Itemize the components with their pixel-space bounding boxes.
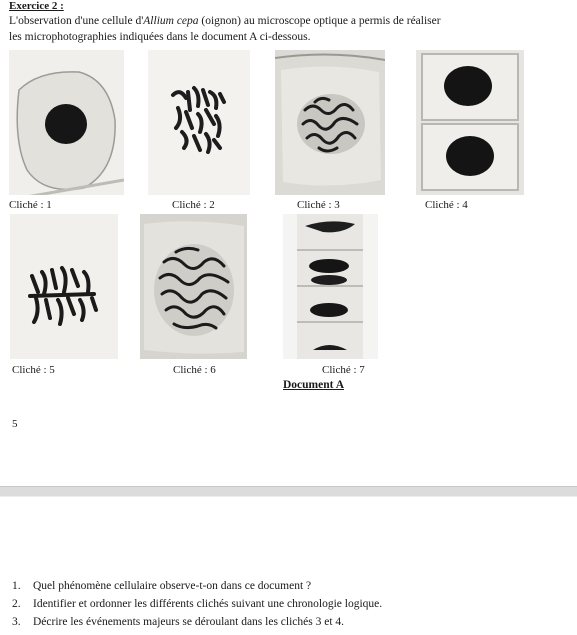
question-list bbox=[12, 577, 572, 631]
caption-1: Cliché : 1 bbox=[9, 199, 52, 211]
caption-2: Cliché : 2 bbox=[172, 199, 215, 211]
question-text: Quel phénomène cellulaire observe-t-on dans ce document ? bbox=[33, 580, 312, 592]
species-name: Allium cepa bbox=[143, 15, 199, 27]
question-item bbox=[12, 577, 572, 595]
question-item bbox=[12, 613, 572, 631]
photo-5 bbox=[10, 214, 118, 359]
interphase-cell-image bbox=[9, 50, 124, 195]
photo-1 bbox=[9, 50, 124, 195]
prophase-chromatin-image bbox=[140, 214, 247, 359]
photo-6 bbox=[140, 214, 247, 359]
telophase-two-nuclei-image bbox=[416, 50, 524, 195]
photo-2 bbox=[148, 50, 250, 195]
page-number: 5 bbox=[12, 418, 18, 430]
photo-4 bbox=[416, 50, 524, 195]
photo-3 bbox=[275, 50, 385, 195]
question-number: 3. bbox=[12, 616, 21, 628]
question-number: 1. bbox=[12, 580, 21, 592]
photo-7 bbox=[283, 214, 378, 359]
anaphase-chromosomes-image bbox=[10, 214, 118, 359]
page-divider bbox=[0, 486, 577, 497]
question-item bbox=[12, 595, 572, 613]
question-text: Décrire les événements majeurs se déroulant dans les clichés 3 et 4. bbox=[33, 616, 345, 628]
caption-7: Cliché : 7 bbox=[322, 364, 365, 376]
caption-5: Cliché : 5 bbox=[12, 364, 55, 376]
prophase-cell-image bbox=[275, 50, 385, 195]
question-number: 2. bbox=[12, 598, 21, 610]
telophase-cell-column-image bbox=[283, 214, 378, 359]
caption-6: Cliché : 6 bbox=[173, 364, 216, 376]
exercise-title: Exercice 2 : bbox=[9, 0, 64, 12]
question-text: Identifier et ordonner les différents clichés suivant une chronologie logique. bbox=[33, 598, 383, 610]
intro-text bbox=[9, 13, 569, 45]
document-label: Document A bbox=[283, 379, 345, 391]
caption-3: Cliché : 3 bbox=[297, 199, 340, 211]
intro-line1: L'observation d'une cellule d' bbox=[9, 15, 144, 27]
caption-4: Cliché : 4 bbox=[425, 199, 468, 211]
intro-line1-end: (oignon) au microscope optique a permis de réaliser bbox=[198, 15, 441, 27]
metaphase-chromosomes-image bbox=[148, 50, 250, 195]
intro-line2: les microphotographies indiquées dans le document A ci-dessous. bbox=[9, 31, 311, 43]
